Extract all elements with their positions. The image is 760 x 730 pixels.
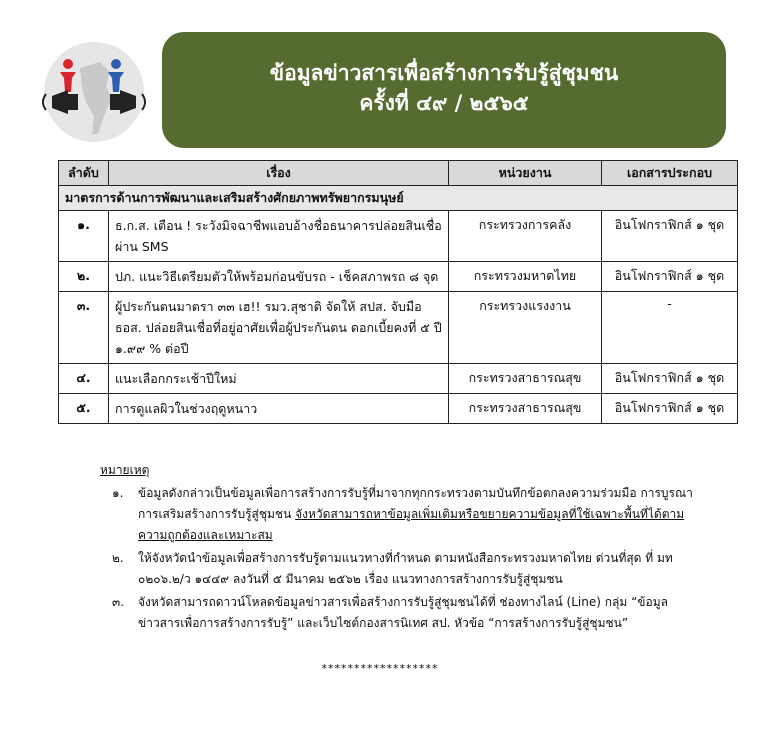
col-header-agency: หน่วยงาน: [449, 161, 602, 186]
col-header-document: เอกสารประกอบ: [602, 161, 738, 186]
note-item: [112, 592, 710, 634]
row-topic: การดูแลผิวในช่วงฤดูหนาว: [109, 394, 449, 424]
note-item: [112, 483, 710, 546]
title-banner: [162, 32, 726, 148]
note-text: จังหวัดสามารถดาวน์โหลดข้อมูลข่าวสารเพื่อสร้างการรับรู้สู่ชุมชนได้ที่ ช่องทางไลน์ (Line) กลุ่ม “ข้อมูลข่าวสารเพื่อการสร้างการรับรู้” และเว็บไซต์กองสารนิเทศ สป. หัวข้อ “การสร้างการรับรู้สู่ชุมชน”: [138, 595, 668, 630]
title-line-1: ข้อมูลข่าวสารเพื่อสร้างการรับรู้สู่ชุมชน: [269, 61, 619, 85]
row-number: ๓.: [59, 292, 109, 364]
row-topic: ผู้ประกันตนมาตรา ๓๓ เฮ!! รมว.สุชาติ จัดให้ สปส. จับมือ ธอส. ปล่อยสินเชื่อที่อยู่อาศัยเพื่อผู้ประกันตน ดอกเบี้ยคงที่ ๕ ปี ๑.๙๙ % ต่อปี: [109, 292, 449, 364]
row-agency: กระทรวงแรงงาน: [449, 292, 602, 364]
row-number: ๑.: [59, 211, 109, 262]
row-document: อินโฟกราฟิกส์ ๑ ชุด: [602, 364, 738, 394]
row-topic: ธ.ก.ส. เตือน ! ระวังมิจฉาชีพแอบอ้างชื่อธนาคารปล่อยสินเชื่อผ่าน SMS: [109, 211, 449, 262]
section-title: มาตรการด้านการพัฒนาและเสริมสร้างศักยภาพทรัพยากรมนุษย์: [59, 186, 738, 211]
row-agency: กระทรวงสาธารณสุข: [449, 364, 602, 394]
row-number: ๒.: [59, 262, 109, 292]
notes-list: [100, 483, 710, 634]
note-text: ให้จังหวัดนำข้อมูลเพื่อสร้างการรับรู้ตามแนวทางที่กำหนด ตามหนังสือกระทรวงมหาดไทย ด่วนที่สุด ที่ มท ๐๒๐๖.๒/ว ๑๔๔๙ ลงวันที่ ๕ มีนาคม ๒๕๖๒ เรื่อง แนวทางการสร้างการรับรู้สู่ชุมชน: [138, 551, 673, 586]
row-document: อินโฟกราฟิกส์ ๑ ชุด: [602, 262, 738, 292]
note-item: [112, 548, 710, 590]
row-document: -: [602, 292, 738, 364]
row-number: ๕.: [59, 394, 109, 424]
row-topic: แนะเลือกกระเช้าปีใหม่: [109, 364, 449, 394]
row-document: อินโฟกราฟิกส์ ๑ ชุด: [602, 211, 738, 262]
note-underlined-text: จังหวัดสามารถหาข้อมูลเพิ่มเติมหรือขยายความข้อมูลที่ใช้เฉพาะพื้นที่ได้ตามความถูกต้องและเหมาะสม: [138, 507, 685, 542]
table-row: [59, 211, 738, 262]
note-number: ๒.: [112, 551, 124, 565]
note-number: ๑.: [112, 486, 124, 500]
title-line-2: ครั้งที่ ๔๙ / ๒๕๖๕: [359, 91, 529, 115]
row-agency: กระทรวงมหาดไทย: [449, 262, 602, 292]
ministry-logo: [38, 38, 150, 146]
row-agency: กระทรวงสาธารณสุข: [449, 394, 602, 424]
table-row: [59, 262, 738, 292]
table-header-row: [59, 161, 738, 186]
table-row: [59, 364, 738, 394]
row-document: อินโฟกราฟิกส์ ๑ ชุด: [602, 394, 738, 424]
col-header-number: ลำดับ: [59, 161, 109, 186]
note-text: ข้อมูลดังกล่าวเป็นข้อมูลเพื่อการสร้างการรับรู้ที่มาจากทุกกระทรวงตามบันทึกข้อตกลงความร่วมมือ การบูรณาการเสริมสร้างการรับรู้สู่ชุมชน: [138, 486, 693, 521]
notes-section: [100, 460, 710, 636]
notes-heading: หมายเหตุ: [100, 463, 150, 477]
end-divider: ******************: [321, 662, 439, 675]
section-row: [59, 186, 738, 211]
row-topic: ปภ. แนะวิธีเตรียมตัวให้พร้อมก่อนขับรถ - เช็คสภาพรถ ๘ จุด: [109, 262, 449, 292]
table-row: [59, 394, 738, 424]
row-number: ๔.: [59, 364, 109, 394]
note-number: ๓.: [112, 595, 125, 609]
row-agency: กระทรวงการคลัง: [449, 211, 602, 262]
col-header-topic: เรื่อง: [109, 161, 449, 186]
news-table: [58, 160, 738, 424]
table-row: [59, 292, 738, 364]
